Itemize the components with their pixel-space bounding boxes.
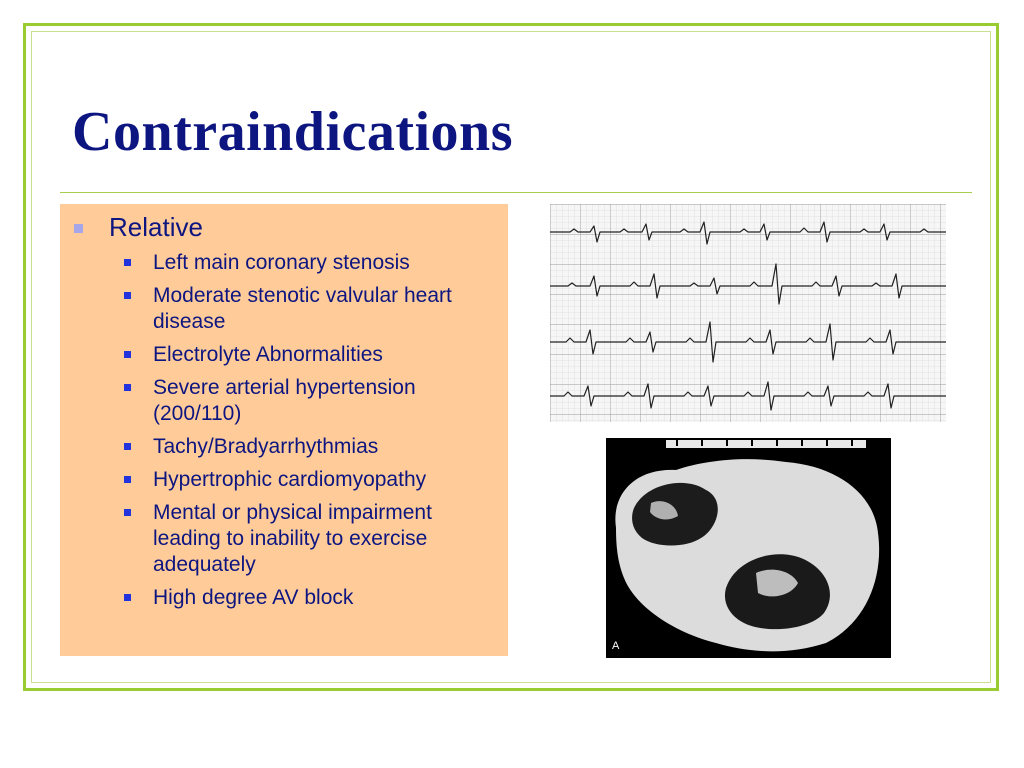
list-item: Tachy/Bradyarrhythmias bbox=[124, 434, 504, 460]
square-bullet-icon bbox=[124, 509, 131, 516]
list-item: Electrolyte Abnormalities bbox=[124, 342, 504, 368]
square-bullet-icon bbox=[124, 594, 131, 601]
slide-title: Contraindications bbox=[72, 101, 513, 163]
square-bullet-icon bbox=[124, 443, 131, 450]
square-bullet-icon bbox=[124, 292, 131, 299]
list-item: Left main coronary stenosis bbox=[124, 250, 504, 276]
content-box bbox=[60, 204, 508, 656]
square-bullet-icon bbox=[124, 259, 131, 266]
list-item: Severe arterial hypertension (200/110) bbox=[124, 375, 504, 427]
title-divider bbox=[60, 192, 972, 193]
heart-image-label: A bbox=[612, 640, 620, 652]
bullet-relative-label: Relative bbox=[109, 212, 203, 242]
list-item: Mental or physical impairment leading to inability to exercise adequately bbox=[124, 500, 504, 578]
list-item: Moderate stenotic valvular heart disease bbox=[124, 283, 504, 335]
square-bullet-icon bbox=[74, 224, 83, 233]
ecg-strip-image bbox=[550, 204, 946, 422]
square-bullet-icon bbox=[124, 384, 131, 391]
square-bullet-icon bbox=[124, 476, 131, 483]
list-item: Hypertrophic cardiomyopathy bbox=[124, 467, 504, 493]
square-bullet-icon bbox=[124, 351, 131, 358]
relative-contraindications-list bbox=[124, 250, 504, 618]
bullet-relative bbox=[74, 212, 203, 243]
list-item: High degree AV block bbox=[124, 585, 504, 611]
heart-cross-section-image bbox=[606, 438, 891, 658]
